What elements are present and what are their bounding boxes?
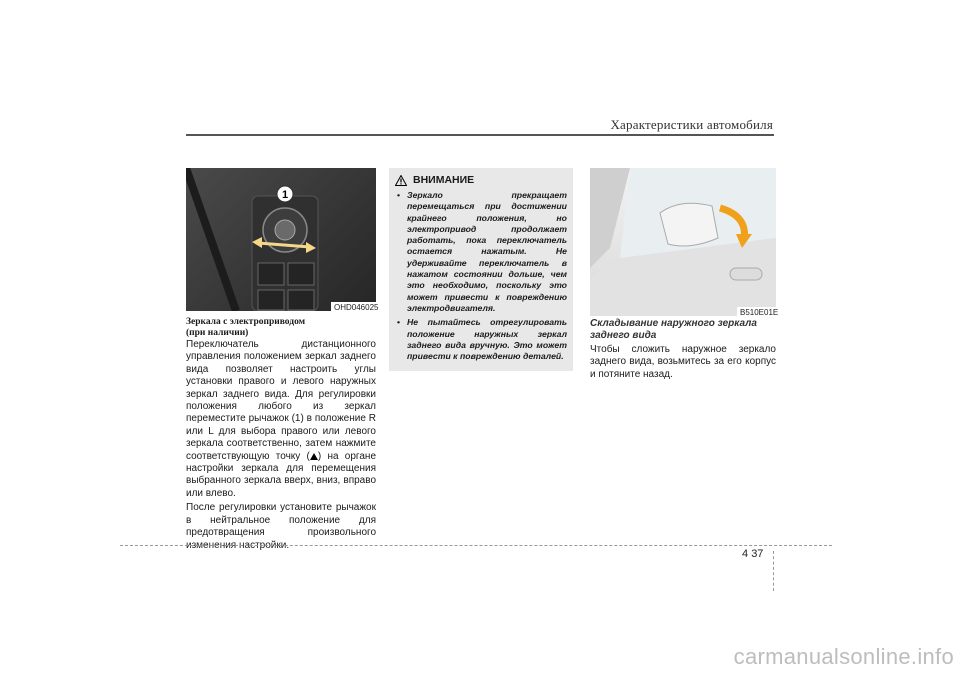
footer-divider [773, 551, 774, 591]
warning-item: • Не пытайтесь отрегулировать положение наружных зеркал заднего вида вручную. Это может привести к повреждению деталей. [397, 317, 567, 362]
page-header-title: Характеристики автомобиля [610, 117, 773, 132]
figure-code-right: B510E01E [737, 307, 781, 318]
mirror-switch-illustration [186, 168, 376, 311]
header-rule [186, 134, 774, 136]
page-number [742, 548, 763, 560]
figure-code-left: OHD046025 [331, 302, 381, 313]
paragraph-mirror-adjust: Переключатель дистанционного управления положением зеркал заднего вида позволяет настроить углы установки правого и левого наружных зеркал заднего вида. Для регулировки положения любого из зеркал переместите рычажок (1) в положение R или L для выбора правого или левого зеркала соответственно, затем нажмите соответствующую точку ( ) на органе настройки зеркала для перемещения выбранного зеркала вверх, вниз, вправо или влево. [186, 339, 377, 499]
right-text-column [590, 318, 776, 383]
section-subheading: (при наличии) [186, 328, 249, 338]
warning-list [389, 190, 573, 362]
watermark: carmanualsonline.info [733, 644, 954, 669]
paragraph-neutral-position: После регулировки установите рычажок в нейтральное положение для предотвращения произвольного изменения настройки. [186, 502, 376, 551]
folding-mirror-illustration [590, 168, 776, 316]
folding-mirror-photo [590, 168, 776, 316]
page-number-value: 37 [751, 548, 764, 560]
chapter-number: 4 [742, 548, 749, 560]
folding-mirror-paragraph: Чтобы сложить наружное зеркало заднего вида, возьмитесь за его корпус и потяните назад. [590, 344, 776, 380]
callout-number: 1 [281, 189, 289, 201]
warning-triangle-icon [395, 175, 407, 186]
left-text-column [186, 317, 376, 554]
warning-item: • Зеркало прекращает перемещаться при достижении крайнего положения, но электропривод продолжает работать, пока переключатель остается нажатым. Не удерживайте переключатель в нажатом состоянии дольше, чем это необходимо, поскольку это может привести к повреждению электродвигателя. [397, 190, 567, 314]
mirror-switch-photo [186, 168, 376, 311]
folding-mirror-heading: Складывание наружного зеркала заднего вида [590, 318, 757, 341]
warning-title: ВНИМАНИЕ [413, 174, 475, 186]
triangle-point-icon [310, 453, 318, 460]
warning-box [389, 168, 573, 371]
section-heading: Зеркала с электроприводом [186, 317, 306, 327]
footer-rule [120, 545, 832, 546]
